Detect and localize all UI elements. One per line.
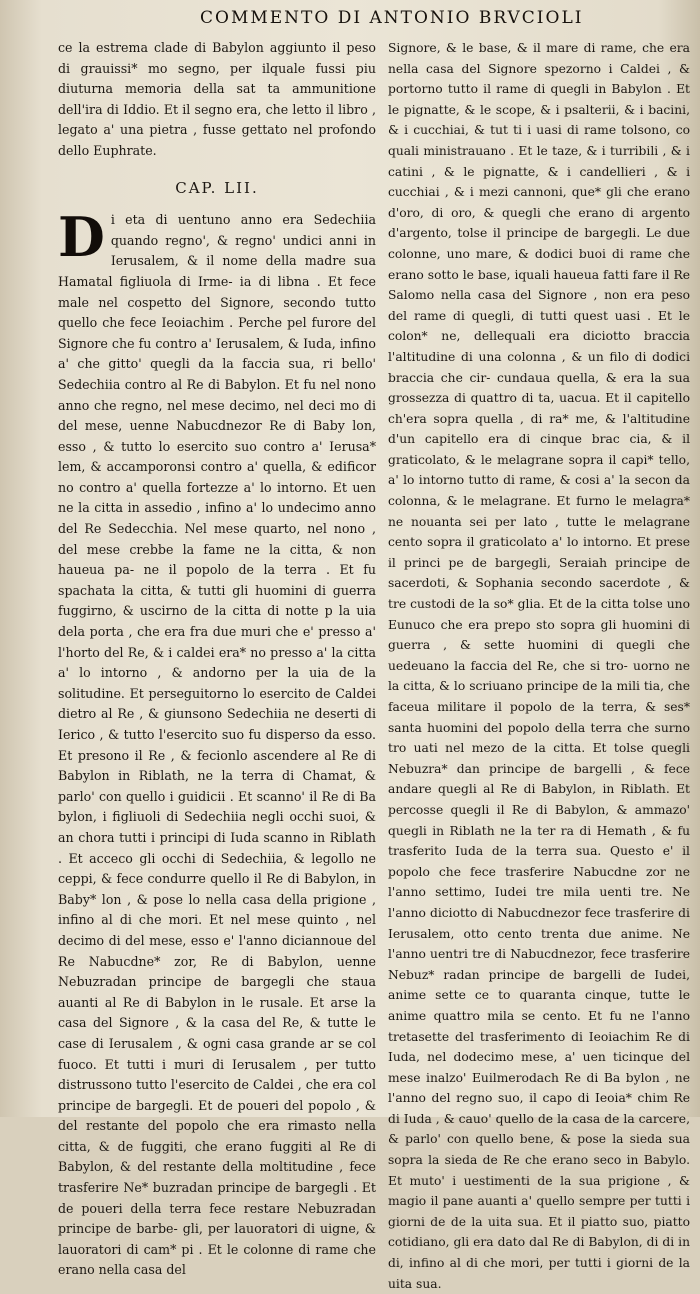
chapter-body-text: i eta di uentuno anno era Sedechiia quando regno', & regno' undici anni in Ierusalem, & il nome della madre sua Hamatal figliuola di Irme- ia di libna . Et fece male nel cospetto del Signore, secondo tutto quello che fece Ieoiachim . Perche pel furore del Signore che fu contro a' Ierusalem, & Iuda, infino a' che gitto' quegli da la faccia sua, ri bello' Sedechiia contro al Re di Babylon. Et fu nel nono anno che regno, nel mese decimo, nel deci mo di del mese, uenne Nabucdnezor Re di Baby lon, esso , & tutto lo esercito suo contro a' Ierusa* lem, & accamporonsi contro a' quella, & edificor no contro a' quella fortezze a' lo intorno. Et uen ne la citta in assedio , infino a' lo undecimo anno del Re Sedecchia. Nel mese quarto, nel nono , del mese crebbe la fame ne la citta, & non haueua pa- ne il popolo de la terra . Et fu spachata la citta, & tutti gli huomini di guerra fuggirno, & uscirno de la citta di notte p la uia dela porta , che era fra due muri che e' presso a' l'horto del Re, & i caldei era* no presso a' la citta a' lo intorno , & andorno per la uia de la solitudine. Et perseguitorno lo esercito de Caldei dietro al Re , & giunsono Sedechiia ne deserti di Ierico , & tutto l'esercito suo fu disperso da esso. Et presono il Re , & fecionlo ascendere al Re di Babylon in Riblath, ne la terra di Chamat, & parlo' con quello i guidicii . Et scanno' il Re di Ba bylon, i figliuoli di Sedechiia negli occhi suoi, & an chora tutti i principi di Iuda scanno in Riblath . Et acceco gli occhi di Sedechiia, & legollo ne ceppi, & fece condurre quello il Re di Babylon, in Baby* lon , & pose lo nella casa della prigione , infino al di che mori. Et nel mese quinto , nel decimo di del mese, esso e' l'anno diciannoue del Re Nabucdne* zor, Re di Babylon, uenne Nebuzradan principe de bargegli che staua auanti al Re di Babylon in le rusale. Et arse la casa del Signore , & la casa del Re, & tutte le case di Ierusalem , & ogni casa grande ar se col fuoco. Et tutti i muri di Ierusalem , per tutto distrussono tutto l'esercito de Caldei , che era col principe de bargegli. Et de poueri del popolo , & del restante del popolo che era rimasto nella citta, & de fuggiti, che erano fuggiti al Re di Babylon, & del restante della moltitudine , fece trasferire Ne* buzradan principe de bargegli . Et de poueri della terra fece restare Nebuzradan principe de barbe- gli, per lauoratori di uigne, & lauoratori di cam* pi . Et le colonne di rame che erano nella casa del <box>58 212 376 1278</box>
intro-paragraph: ce la estrema clade di Babylon aggiunto il peso di grauissi* mo segno, per ilquale fussi piu diuturna memoria della sat ta ammunitione dell'ira di Iddio. Et il segno era, che letto il libro , legato a' una pietra , fusse gettato nel profondo dello Euphrate. <box>58 40 376 158</box>
right-column <box>388 38 690 1294</box>
drop-cap: D <box>58 205 105 270</box>
chapter-heading: CAP. LII. <box>175 178 259 197</box>
running-head: COMMENTO DI ANTONIO BRVCIOLI <box>200 8 584 28</box>
right-column-text: Signore, & le base, & il mare di rame, che era nella casa del Signore spezorno i Caldei , & portorno tutto il rame di quegli in Babylon . Et le pignatte, & le scope, & i psalterii, & i bacini, & i cucchiai, & tut ti i uasi di rame tolsono, co quali ministrauano . Et le taze, & i turribili , & i catini , & le pignatte, & i candellieri , & i cucchiai , & i mezi cannoni, que* gli che erano d'oro, di oro, & quegli che erano di argento d'argento, tolse il principe de bargegli. Le due colonne, uno mare, & dodici buoi di rame che erano sotto le base, iquali haueua fatti fare il Re Salomo nella casa del Signore , non era peso del rame di quegli, di tutti quest uasi . Et le colon* ne, dellequali era diciotto braccia l'altitudine di una colonna , & un filo di dodici braccia che cir- cundaua quella, & era la sua grossezza di quattro di ta, uacua. Et il capitello ch'era sopra quella , di ra* me, & l'altitudine d'un capitello era di cinque brac cia, & il graticolato, & le melagrane sopra il capi* tello, a' lo intorno tutto di rame, & cosi a' la secon da colonna, & le melagrane. Et furno le melagra* ne nouanta sei per lato , tutte le melagrane cento sopra il graticolato a' lo intorno. Et prese il princi pe de bargegli, Seraiah principe de sacerdoti, & Sophania secondo sacerdote , & tre custodi de la so* glia. Et de la citta tolse uno Eunuco che era prepo sto sopra gli huomini di guerra , & sette huomini di quegli che uedeuano la faccia del Re, che si tro- uorno ne la citta, & lo scriuano principe de la mili tia, che faceua militare il popolo de la terra, & ses* santa huomini del popolo della terra che surno tro uati nel mezo de la citta. Et tolse quegli Nebuzra* dan principe de bargelli , & fece andare quegli al Re di Babylon, in Riblath. Et percosse quegli il Re di Babylon, & ammazo' quegli in Riblath ne la ter ra di Hemath , & fu trasferito Iuda de la terra sua. Questo e' il popolo che fece trasferire Nabucdne zor ne l'anno settimo, Iudei tre mila uenti tre. Ne l'anno diciotto di Nabucdnezor fece trasferire di Ierusalem, otto cento trenta due anime. Ne l'anno uentri tre di Nabucdnezor, fece trasferire Nebuz* radan principe de bargelli de Iudei, anime sette ce to quaranta cinque, tutte le anime quattro mila se cento. Et fu ne l'anno tretasette del trasferimento di Ieoiachim Re di Iuda, nel dodecimo mese, a' uen ticinque del mese inalzo' Euilmerodach Re di Ba bylon , ne l'anno del regno suo, il capo di Ieoia* chim Re di Iuda , & cauo' quello de la casa de la carcere, & parlo' con quello bene, & pose la sieda sua sopra la sieda de Re che erano seco in Babylo. Et muto' i uestimenti de la sua prigione , & magio il pane auanti a' quello sempre per tutti i giorni de de la uita sua. Et il piatto suo, piatto cotidiano, gli era dato dal Re di Babylon, di di in di, infino al di che mori, per tutti i giorni de la uita sua. <box>388 41 690 1291</box>
chapter-paragraph <box>58 205 376 1281</box>
left-column <box>58 38 376 1281</box>
